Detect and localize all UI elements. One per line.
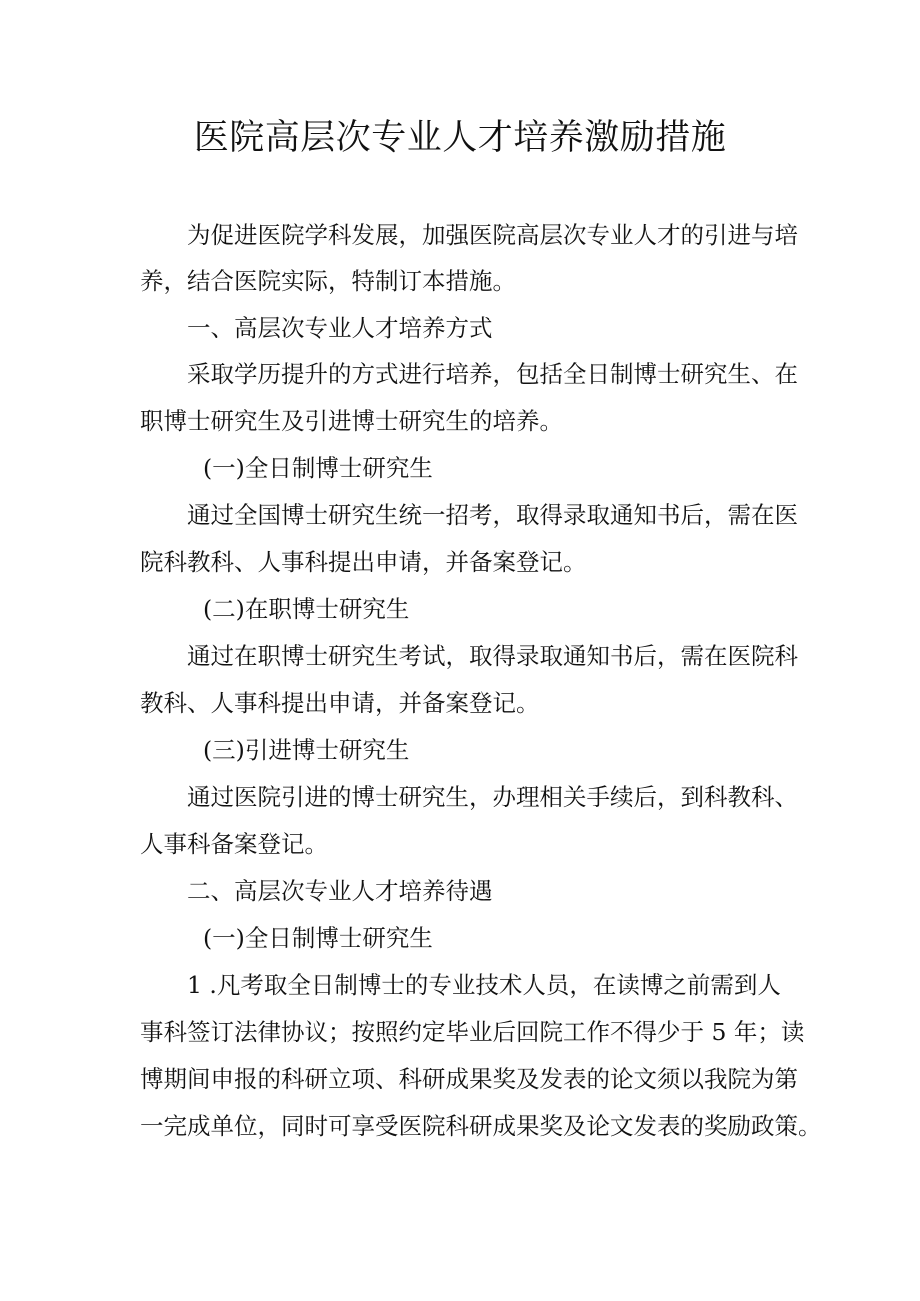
- paragraph-recruited-line-1: 通过医院引进的博士研究生，办理相关手续后，到科教科、: [187, 783, 798, 811]
- subheading-inservice-phd: (二)在职博士研究生: [203, 595, 410, 623]
- paragraph-inservice-line-1: 通过在职博士研究生考试，取得录取通知书后，需在医院科: [187, 642, 798, 670]
- paragraph-recruited-line-2: 人事科备案登记。: [140, 830, 328, 858]
- subheading-recruited-phd: (三)引进博士研究生: [203, 736, 410, 764]
- document-title: 医院高层次专业人才培养激励措施: [193, 118, 727, 158]
- section-heading-2: 二、高层次专业人才培养待遇: [187, 877, 493, 905]
- paragraph-benefit-1-line-2: 事科签订法律协议；按照约定毕业后回院工作不得少于 5 年；读: [140, 1018, 805, 1046]
- paragraph-benefit-1-line-4: 一完成单位，同时可享受医院科研成果奖及论文发表的奖励政策。: [140, 1112, 822, 1140]
- paragraph-benefit-1-line-1: 1 .凡考取全日制博士的专业技术人员，在读博之前需到人: [187, 971, 781, 999]
- paragraph-method-line-2: 职博士研究生及引进博士研究生的培养。: [140, 407, 563, 435]
- paragraph-intro-line-1: 为促进医院学科发展，加强医院高层次专业人才的引进与培: [187, 221, 798, 249]
- paragraph-benefit-1-line-3: 博期间申报的科研立项、科研成果奖及发表的论文须以我院为第: [140, 1065, 798, 1093]
- paragraph-method-line-1: 采取学历提升的方式进行培养，包括全日制博士研究生、在: [187, 360, 798, 388]
- section-heading-1: 一、高层次专业人才培养方式: [187, 314, 493, 342]
- paragraph-intro-line-2: 养，结合医院实际，特制订本措施。: [140, 267, 516, 295]
- paragraph-fulltime-line-1: 通过全国博士研究生统一招考，取得录取通知书后，需在医: [187, 501, 798, 529]
- paragraph-fulltime-line-2: 院科教科、人事科提出申请，并备案登记。: [140, 548, 587, 576]
- subheading-fulltime-phd-benefits: (一)全日制博士研究生: [203, 924, 433, 952]
- subheading-fulltime-phd: (一)全日制博士研究生: [203, 454, 433, 482]
- paragraph-inservice-line-2: 教科、人事科提出申请，并备案登记。: [140, 689, 540, 717]
